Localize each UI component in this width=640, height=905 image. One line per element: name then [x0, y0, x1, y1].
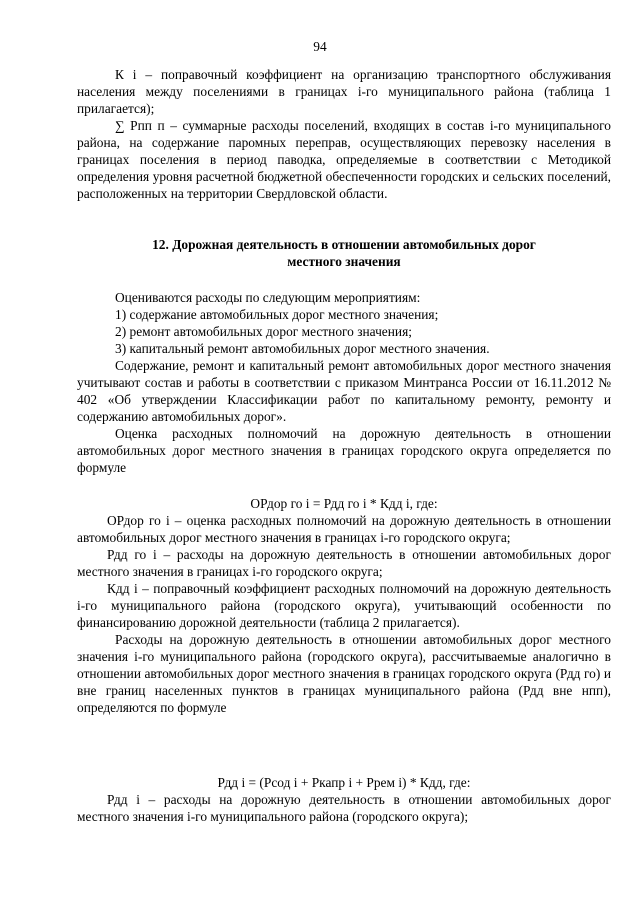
list-item: 1) содержание автомобильных дорог местного значения; — [115, 307, 439, 322]
section-heading-line2: местного значения — [287, 254, 401, 269]
list-item: 2) ремонт автомобильных дорог местного значения; — [115, 324, 412, 339]
expenses-paragraph: Расходы на дорожную деятельность в отношении автомобильных дорог местного значения i-го муниципального района (городского округа), рассчитываемые аналогично в отношении автомобильных дорог местного значения в границах городского округа (Рдд го) и вне границ населенных пунктов в границах муниципального района (Рдд вне нпп), определяются по формуле — [77, 632, 611, 715]
section-body — [77, 289, 611, 476]
list-item: 3) капитальный ремонт автомобильных дорог местного значения. — [115, 341, 490, 356]
formula-2: Рдд i = (Рсод i + Ркапр i + Ррем i) * Кдд, где: — [217, 775, 471, 790]
definition-sum-rpp: ∑ Рпп п – суммарные расходы поселений, входящих в состав i-го муниципального района, на содержание паромных переправ, осуществляющих перевозку населения в границах поселения в период паводка, определяемые в соответствии с Методикой определения уровня расчетной бюджетной обеспеченности городских и сельских поселений, расположенных на территории Свердловской области. — [77, 118, 611, 201]
formula-2-definition: Рдд i – расходы на дорожную деятельность в отношении автомобильных дорог местного значения i-го муниципального района (городского округа); — [77, 792, 611, 824]
intro-paragraph: Оцениваются расходы по следующим мероприятиям: — [115, 290, 421, 305]
section-heading-line1: 12. Дорожная деятельность в отношении автомобильных дорог — [152, 237, 536, 252]
page-number: 94 — [313, 39, 327, 54]
formula-block-1 — [77, 495, 611, 716]
section-heading — [77, 236, 611, 270]
formula-block-2 — [77, 774, 611, 825]
content-paragraph: Содержание, ремонт и капитальный ремонт автомобильных дорог местного значения учитывают состав и работы в соответствии с приказом Минтранса России от 16.11.2012 № 402 «Об утверждении Классификации работ по капитальному ремонту, ремонту и содержанию автомобильных дорог». — [77, 358, 611, 424]
coefficient-definitions — [77, 66, 611, 202]
definition-k-i: К i – поправочный коэффициент на организацию транспортного обслуживания населения между поселениями в границах i-го муниципального района (таблица 1 прилагается); — [77, 67, 611, 116]
assessment-paragraph: Оценка расходных полномочий на дорожную деятельность в отношении автомобильных дорог местного значения в границах городского округа определяется по формуле — [77, 426, 611, 475]
formula-1-definition: ОРдор го i – оценка расходных полномочий на дорожную деятельность в отношении автомобильных дорог местного значения в границах i-го городского округа; — [77, 513, 611, 545]
formula-1: ОРдор го i = Рдд го i * Кдд i, где: — [250, 496, 438, 511]
formula-1-definition: Кдд i – поправочный коэффициент расходных полномочий на дорожную деятельность i-го муниципального района (городского округа), учитывающий особенности по финансированию дорожной деятельности (таблица 2 прилагается). — [77, 581, 611, 630]
formula-1-definition: Рдд го i – расходы на дорожную деятельность в отношении автомобильных дорог местного значения в границах i-го городского округа; — [77, 547, 611, 579]
